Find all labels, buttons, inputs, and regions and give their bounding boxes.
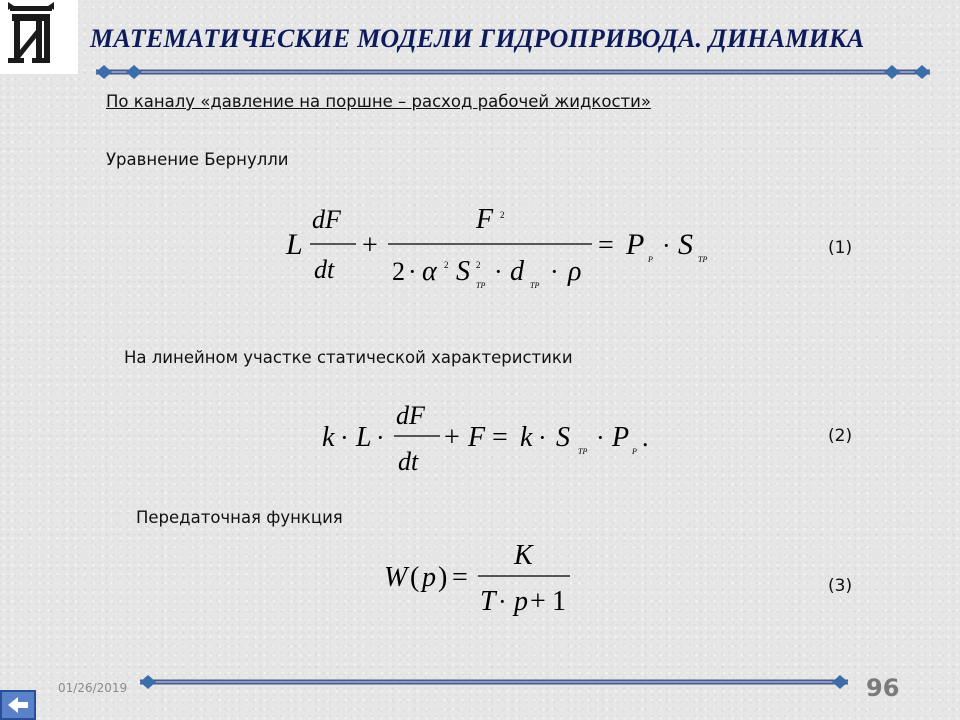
svg-text:S: S [556, 422, 570, 453]
header-divider [0, 62, 960, 82]
svg-text:T: T [480, 586, 496, 617]
svg-text:S: S [456, 256, 470, 287]
svg-text:ТР: ТР [578, 447, 588, 456]
svg-text:ТР: ТР [698, 255, 708, 264]
svg-text:p: p [514, 586, 528, 617]
svg-text:F: F [468, 422, 486, 453]
svg-text:·: · [498, 587, 507, 616]
svg-text:dt: dt [314, 255, 335, 284]
equation-3-formula [380, 540, 580, 620]
svg-text:S: S [678, 228, 693, 261]
slide-date: 01/26/2019 [58, 681, 128, 695]
svg-text:d: d [510, 256, 524, 287]
svg-text:·: · [538, 423, 547, 452]
svg-text:2: 2 [476, 260, 481, 270]
page-number: 96 [866, 674, 900, 702]
equation-1-number: (1) [828, 238, 853, 258]
svg-text:L: L [356, 422, 372, 453]
svg-text:P: P [626, 228, 645, 261]
svg-text:2: 2 [500, 210, 505, 220]
svg-text:W: W [384, 562, 408, 593]
svg-text:·: · [662, 231, 671, 260]
svg-text:2: 2 [392, 257, 405, 286]
svg-text:(: ( [410, 562, 420, 593]
svg-text:P: P [612, 422, 630, 453]
equation-2-formula [316, 398, 676, 488]
svg-text:·: · [376, 423, 385, 452]
svg-text:·: · [494, 257, 503, 286]
svg-text:1: 1 [552, 586, 566, 617]
svg-text:ТР: ТР [530, 281, 540, 290]
svg-text:Р: Р [632, 447, 637, 456]
svg-text:+: + [362, 230, 378, 261]
equation-1-formula [280, 198, 720, 298]
svg-text:+: + [444, 422, 460, 453]
svg-text:k: k [322, 422, 335, 453]
svg-text:dt: dt [398, 447, 419, 476]
svg-text:·: · [408, 257, 417, 286]
svg-text:+: + [530, 586, 546, 617]
svg-text:p: p [422, 562, 436, 593]
bernoulli-label: Уравнение Бернулли [106, 150, 289, 169]
svg-text:K: K [514, 540, 533, 571]
equation-3-number: (3) [828, 576, 853, 596]
svg-text:·: · [596, 423, 605, 452]
svg-text:k: k [520, 422, 533, 453]
transfer-function-label: Передаточная функция [136, 508, 343, 527]
svg-text:ρ: ρ [568, 256, 582, 287]
svg-text:α: α [422, 256, 437, 287]
svg-text:=: = [598, 230, 614, 261]
equation-2-number: (2) [828, 426, 853, 446]
svg-text:L: L [286, 228, 303, 261]
back-arrow-icon[interactable] [0, 690, 36, 720]
svg-text:=: = [452, 562, 468, 593]
svg-text:=: = [492, 422, 508, 453]
footer-divider [0, 672, 960, 692]
svg-text:2: 2 [444, 260, 449, 270]
channel-subtitle: По каналу «давление на поршне – расход рабочей жидкости» [106, 92, 651, 111]
svg-text:): ) [438, 562, 448, 593]
slide-title: МАТЕМАТИЧЕСКИЕ МОДЕЛИ ГИДРОПРИВОДА. ДИНАМИКА [90, 24, 865, 53]
svg-text:·: · [550, 257, 559, 286]
svg-text:F: F [476, 204, 494, 235]
linear-section-label: На линейном участке статической характеристики [124, 348, 573, 367]
svg-text:·: · [340, 423, 349, 452]
svg-text:dF: dF [396, 401, 425, 430]
svg-text:.: . [642, 423, 649, 452]
svg-text:ТР: ТР [476, 281, 486, 290]
svg-text:dF: dF [312, 205, 341, 234]
svg-text:Р: Р [648, 255, 653, 264]
